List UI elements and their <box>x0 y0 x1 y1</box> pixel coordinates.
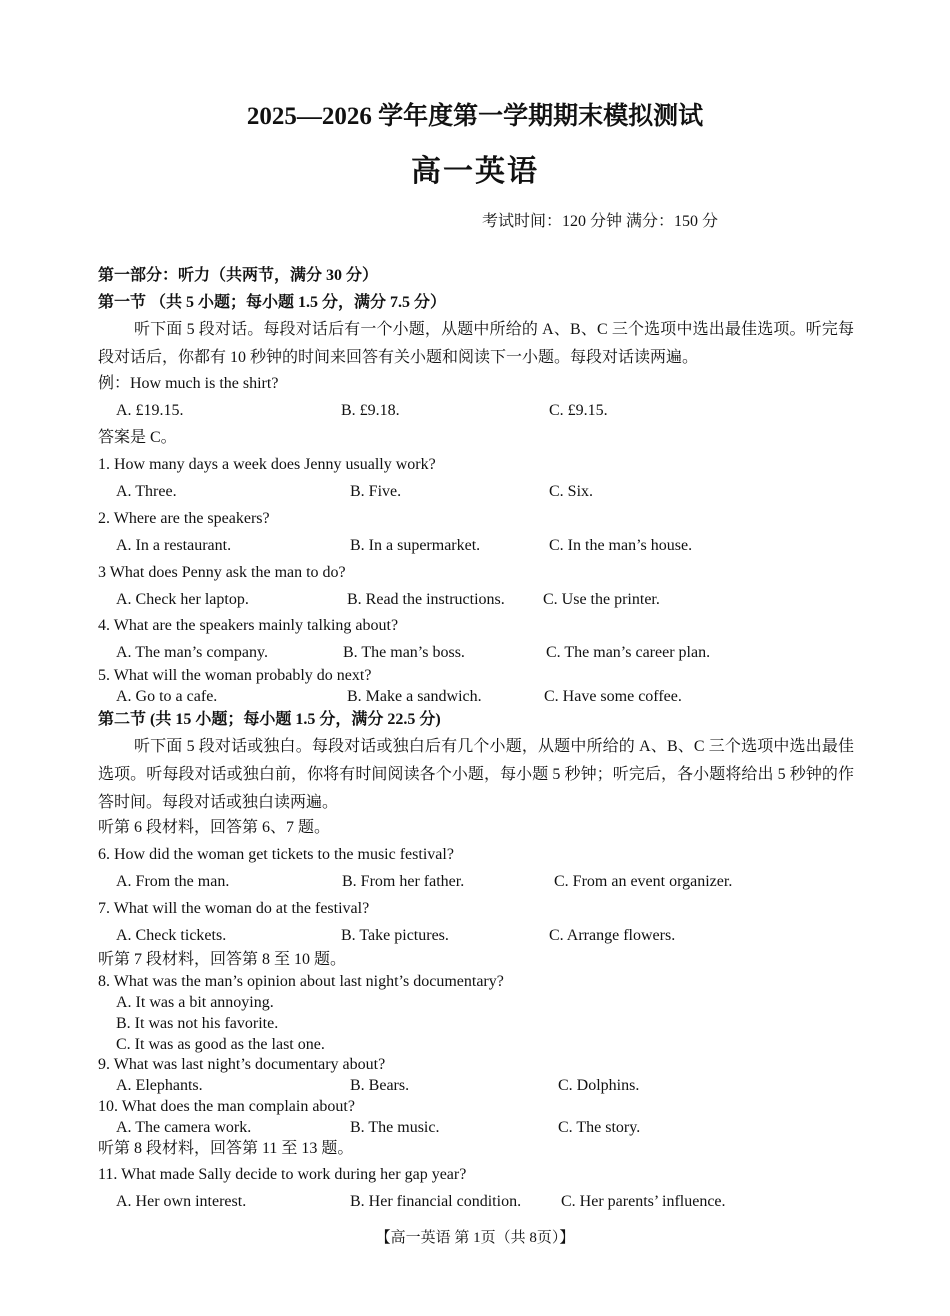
q1-option-c: C. Six. <box>549 483 594 500</box>
section1-instructions: 听下面 5 段对话。每段对话后有一个小题，从题中所给的 A、B、C 三个选项中选出最佳选项。听完每段对话后，你都有 10 秒钟的时间来回答有关小题和阅读下一小题。每段对话读两遍。 <box>98 321 854 366</box>
q7-option-a: A. Check tickets. <box>116 927 227 944</box>
example-option-b: B. £9.18. <box>341 402 400 419</box>
q6-option-c: C. From an event organizer. <box>554 873 733 890</box>
q9-option-b: B. Bears. <box>350 1077 410 1094</box>
question-9: 9. What was last night’s documentary about? <box>98 1056 386 1073</box>
q3-option-c: C. Use the printer. <box>543 591 660 608</box>
subject-title: 高一英语 <box>411 155 539 188</box>
question-3: 3 What does Penny ask the man to do? <box>98 564 346 581</box>
material-8-instruction: 听第 8 段材料，回答第 11 至 13 题。 <box>98 1140 354 1157</box>
q7-option-c: C. Arrange flowers. <box>549 927 676 944</box>
question-8: 8. What was the man’s opinion about last night’s documentary? <box>98 973 504 990</box>
q8-option-c: C. It was as good as the last one. <box>116 1036 325 1053</box>
question-7: 7. What will the woman do at the festival? <box>98 900 370 917</box>
example-option-c: C. £9.15. <box>549 402 608 419</box>
q2-option-b: B. In a supermarket. <box>350 537 481 554</box>
q5-option-b: B. Make a sandwich. <box>347 688 482 705</box>
example-answer: 答案是 C。 <box>98 429 177 446</box>
q8-option-a: A. It was a bit annoying. <box>116 994 274 1011</box>
q6-option-b: B. From her father. <box>342 873 465 890</box>
question-4: 4. What are the speakers mainly talking about? <box>98 617 399 634</box>
material-6-instruction: 听第 6 段材料，回答第 6、7 题。 <box>98 819 331 836</box>
q11-option-a: A. Her own interest. <box>116 1193 247 1210</box>
q2-option-a: A. In a restaurant. <box>116 537 232 554</box>
q11-option-b: B. Her financial condition. <box>350 1193 522 1210</box>
q11-option-c: C. Her parents’ influence. <box>561 1193 726 1210</box>
section2-instructions: 听下面 5 段对话或独白。每段对话或独白后有几个小题，从题中所给的 A、B、C 三个选项中选出最佳选项。听每段对话或独白前，你将有时间阅读各个小题，每小题 5 秒钟；听完后，各小题将给出 5 秒钟的作答时间。每段对话或独白读两遍。 <box>98 738 854 811</box>
question-11: 11. What made Sally decide to work during her gap year? <box>98 1166 467 1183</box>
question-2: 2. Where are the speakers? <box>98 510 270 527</box>
exam-title: 2025—2026 学年度第一学期期末模拟测试 <box>246 103 704 130</box>
q6-option-a: A. From the man. <box>116 873 230 890</box>
part1-heading: 第一部分：听力（共两节，满分 30 分） <box>98 267 379 284</box>
q3-option-b: B. Read the instructions. <box>347 591 505 608</box>
example-question: 例：How much is the shirt? <box>98 375 279 392</box>
question-10: 10. What does the man complain about? <box>98 1098 355 1115</box>
q4-option-b: B. The man’s boss. <box>343 644 465 661</box>
q5-option-a: A. Go to a cafe. <box>116 688 218 705</box>
q10-option-b: B. The music. <box>350 1119 440 1136</box>
example-option-a: A. £19.15. <box>116 402 184 419</box>
q8-option-b: B. It was not his favorite. <box>116 1015 279 1032</box>
q10-option-a: A. The camera work. <box>116 1119 252 1136</box>
q1-option-a: A. Three. <box>116 483 177 500</box>
q7-option-b: B. Take pictures. <box>341 927 449 944</box>
q5-option-c: C. Have some coffee. <box>544 688 682 705</box>
page-footer: 【高一英语 第 1页（共 8页）】 <box>375 1230 575 1246</box>
question-6: 6. How did the woman get tickets to the music festival? <box>98 846 454 863</box>
exam-info: 考试时间：120 分钟 满分：150 分 <box>482 213 719 230</box>
question-1: 1. How many days a week does Jenny usually work? <box>98 456 436 473</box>
section1-heading: 第一节 （共 5 小题；每小题 1.5 分，满分 7.5 分） <box>98 294 447 311</box>
q4-option-c: C. The man’s career plan. <box>546 644 711 661</box>
q2-option-c: C. In the man’s house. <box>549 537 693 554</box>
q1-option-b: B. Five. <box>350 483 402 500</box>
q3-option-a: A. Check her laptop. <box>116 591 249 608</box>
q10-option-c: C. The story. <box>558 1119 641 1136</box>
q9-option-a: A. Elephants. <box>116 1077 203 1094</box>
q9-option-c: C. Dolphins. <box>558 1077 640 1094</box>
section2-heading: 第二节 (共 15 小题；每小题 1.5 分，满分 22.5 分) <box>98 711 441 728</box>
material-7-instruction: 听第 7 段材料，回答第 8 至 10 题。 <box>98 951 347 968</box>
question-5: 5. What will the woman probably do next? <box>98 667 372 684</box>
q4-option-a: A. The man’s company. <box>116 644 268 661</box>
